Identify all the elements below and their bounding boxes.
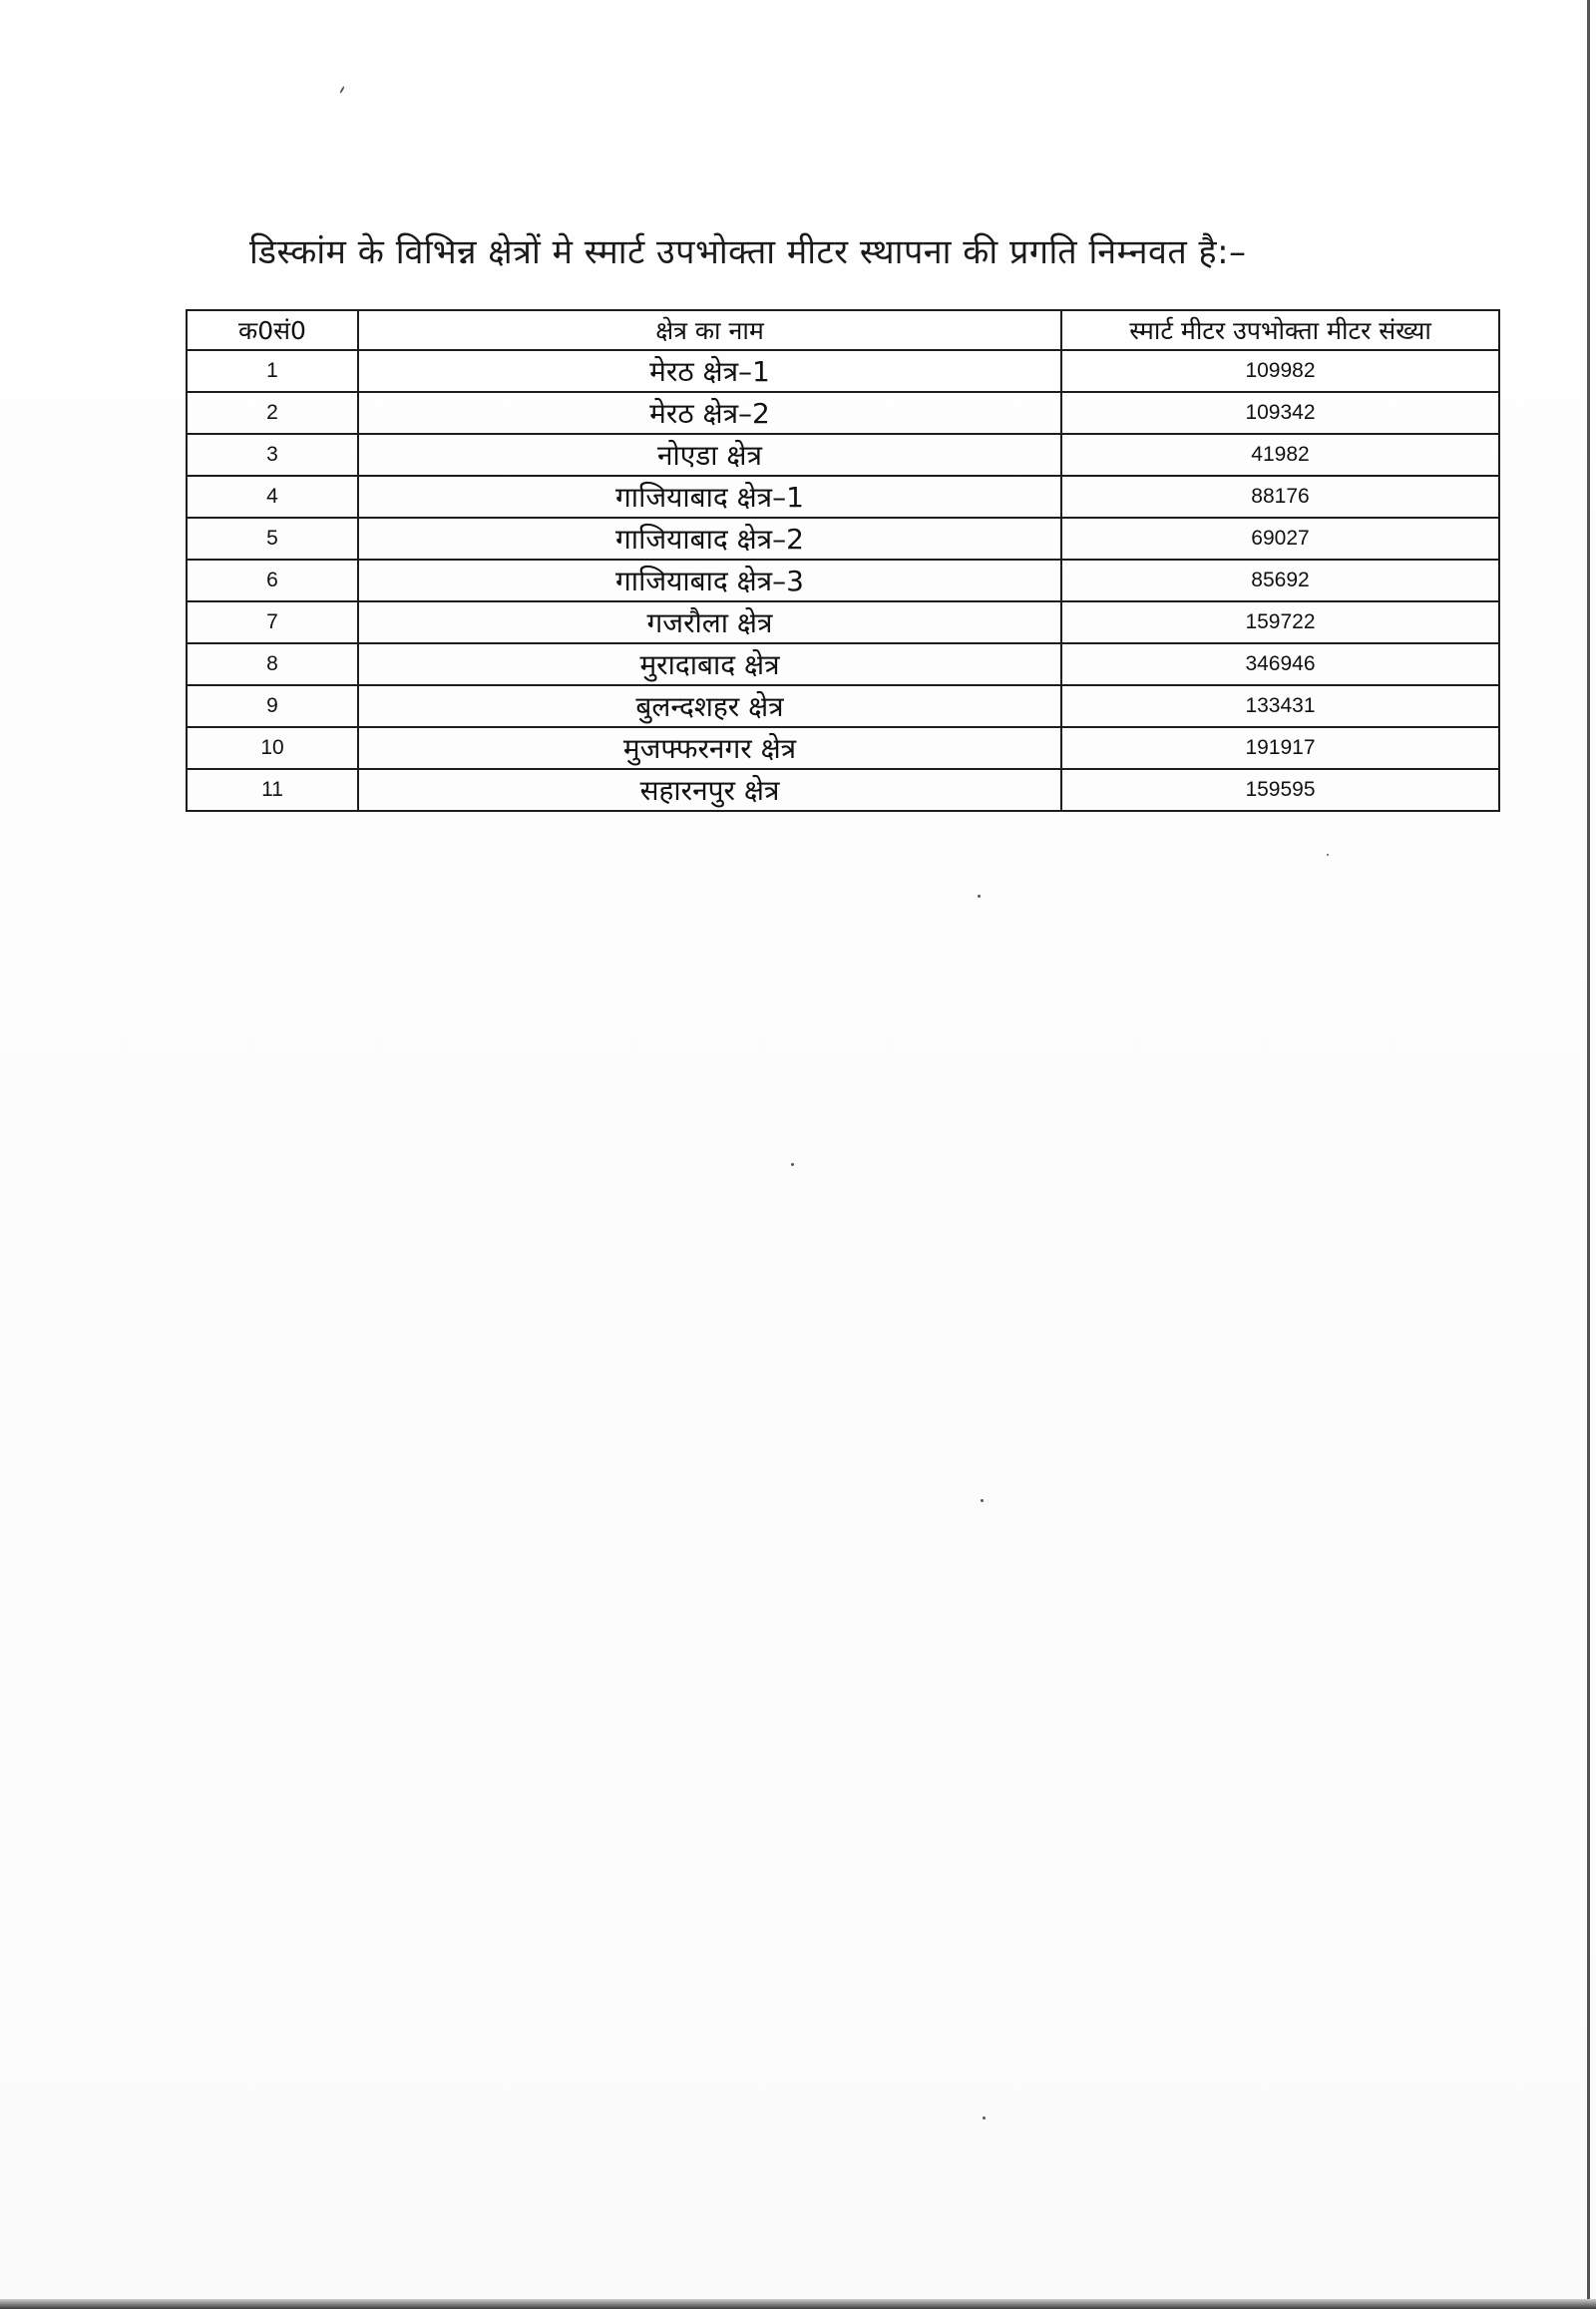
scan-speck xyxy=(339,86,345,94)
scan-speck xyxy=(1327,854,1329,856)
serial-number-cell: 10 xyxy=(187,727,358,769)
table-row xyxy=(187,643,1499,685)
meter-count-cell: 88176 xyxy=(1061,476,1499,518)
region-name-cell: मुजफ्फरनगर क्षेत्र xyxy=(358,727,1061,769)
region-name-cell: मेरठ क्षेत्र–2 xyxy=(358,392,1061,434)
scan-edge-right xyxy=(1587,0,1590,2309)
scan-edge-bottom xyxy=(0,2299,1596,2309)
table-row xyxy=(187,769,1499,811)
table-row xyxy=(187,518,1499,560)
table-row xyxy=(187,560,1499,601)
scan-speck xyxy=(978,895,981,898)
table-row xyxy=(187,434,1499,476)
smart-meter-progress-table xyxy=(186,309,1500,812)
region-name-cell: नोएडा क्षेत्र xyxy=(358,434,1061,476)
meter-count-cell: 109982 xyxy=(1061,350,1499,392)
meter-count-cell: 159722 xyxy=(1061,601,1499,643)
region-name-cell: मेरठ क्षेत्र–1 xyxy=(358,350,1061,392)
table-row xyxy=(187,601,1499,643)
meter-count-cell: 191917 xyxy=(1061,727,1499,769)
serial-number-cell: 8 xyxy=(187,643,358,685)
table-row xyxy=(187,350,1499,392)
serial-number-cell: 11 xyxy=(187,769,358,811)
serial-number-cell: 1 xyxy=(187,350,358,392)
table-row xyxy=(187,727,1499,769)
region-name-cell: गाजियाबाद क्षेत्र–2 xyxy=(358,518,1061,560)
scan-speck xyxy=(981,1499,984,1502)
table-row xyxy=(187,392,1499,434)
serial-number-cell: 4 xyxy=(187,476,358,518)
serial-number-cell: 3 xyxy=(187,434,358,476)
region-name-cell: गाजियाबाद क्षेत्र–3 xyxy=(358,560,1061,601)
region-name-cell: गजरौला क्षेत्र xyxy=(358,601,1061,643)
serial-number-cell: 9 xyxy=(187,685,358,727)
region-name-cell: सहारनपुर क्षेत्र xyxy=(358,769,1061,811)
serial-number-cell: 6 xyxy=(187,560,358,601)
meter-count-cell: 69027 xyxy=(1061,518,1499,560)
scan-speck xyxy=(791,1163,794,1166)
table-row xyxy=(187,685,1499,727)
header-serial-number: क0सं0 xyxy=(187,310,358,350)
region-name-cell: बुलन्दशहर क्षेत्र xyxy=(358,685,1061,727)
page-heading: डिस्कांम के विभिन्न क्षेत्रों मे स्मार्ट उपभोक्ता मीटर स्थापना की प्रगति निम्नवत है:– xyxy=(249,232,1247,272)
serial-number-cell: 2 xyxy=(187,392,358,434)
scan-speck xyxy=(983,2117,986,2119)
meter-count-cell: 133431 xyxy=(1061,685,1499,727)
meter-count-cell: 109342 xyxy=(1061,392,1499,434)
serial-number-cell: 5 xyxy=(187,518,358,560)
meter-count-cell: 346946 xyxy=(1061,643,1499,685)
meter-count-cell: 41982 xyxy=(1061,434,1499,476)
serial-number-cell: 7 xyxy=(187,601,358,643)
table-row xyxy=(187,476,1499,518)
meter-count-cell: 159595 xyxy=(1061,769,1499,811)
region-name-cell: गाजियाबाद क्षेत्र–1 xyxy=(358,476,1061,518)
meter-count-cell: 85692 xyxy=(1061,560,1499,601)
region-name-cell: मुरादाबाद क्षेत्र xyxy=(358,643,1061,685)
header-region-name: क्षेत्र का नाम xyxy=(358,310,1061,350)
header-meter-count: स्मार्ट मीटर उपभोक्ता मीटर संख्या xyxy=(1061,310,1499,350)
table-header-row xyxy=(187,310,1499,350)
